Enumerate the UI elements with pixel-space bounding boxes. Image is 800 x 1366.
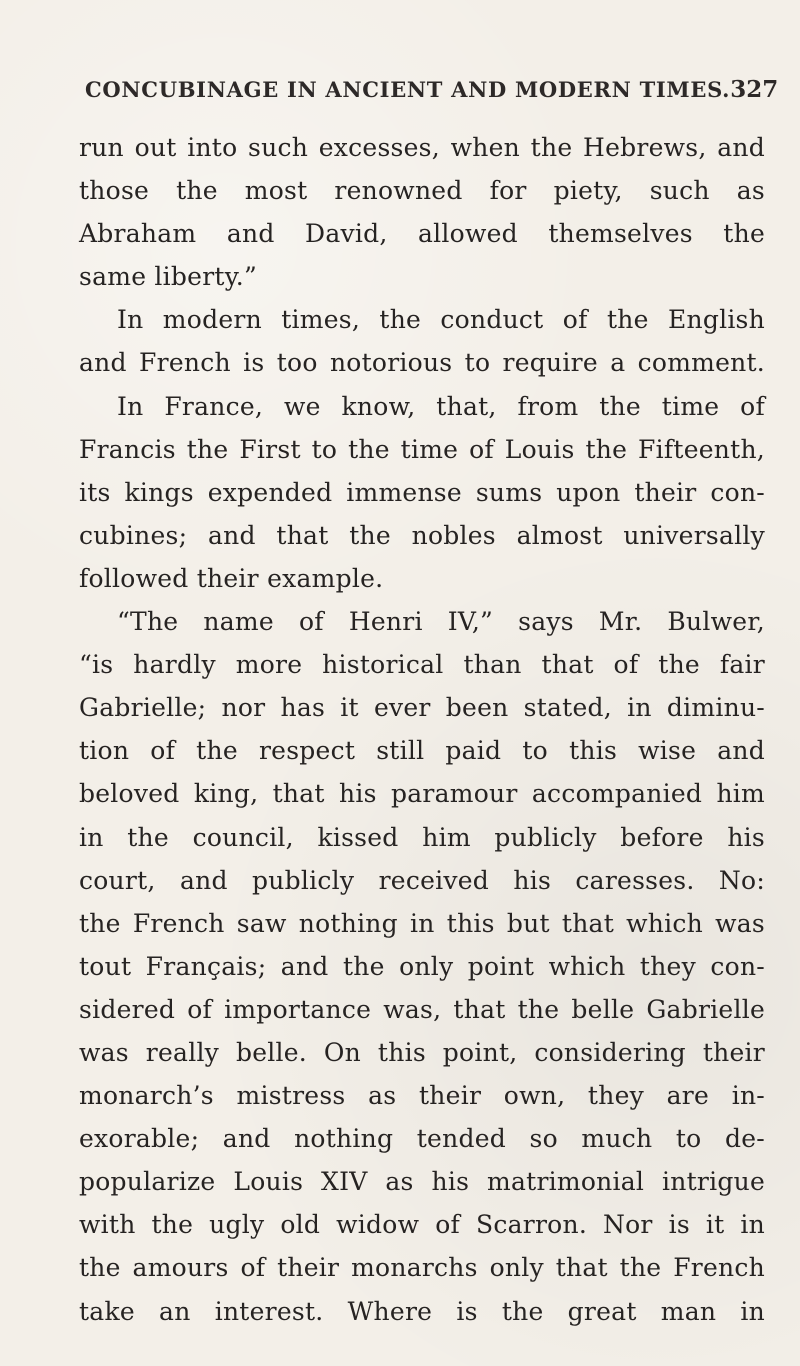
running-title: CONCUBINAGE IN ANCIENT AND MODERN TIMES. [85,77,731,102]
text-line: “The name of Henri IV,” says Mr. Bulwer, [117,607,765,637]
text-line: with the ugly old widow of Scarron. Nor is it in [79,1210,765,1240]
page-number: 327 [730,76,779,103]
text-line: tout Français; and the only point which they con- [79,951,765,981]
text-line: popularize Louis XIV as his matrimonial intrigue [79,1167,765,1197]
page-body-text [79,126,765,1333]
text-line: those the most renowned for piety, such as [79,176,765,206]
text-line: the amours of their monarchs only that the French [79,1253,765,1283]
text-line: Gabrielle; nor has it ever been stated, in diminu- [79,693,765,723]
text-line: cubines; and that the nobles almost universally [79,520,765,550]
text-line: take an interest. Where is the great man in [79,1296,765,1326]
text-line: monarch’s mistress as their own, they are in- [79,1081,765,1111]
text-line: court, and publicly received his caresses. No: [79,865,765,895]
text-line: was really belle. On this point, considering their [79,1037,765,1067]
text-line: Abraham and David, allowed themselves the [79,219,765,249]
running-head [85,76,779,114]
text-line: exorable; and nothing tended so much to de- [79,1124,765,1154]
text-line: sidered of importance was, that the belle Gabrielle [79,994,765,1024]
text-line: and French is too notorious to require a comment. [79,348,765,378]
text-line: followed their example. [79,563,384,593]
text-line: In France, we know, that, from the time of [117,391,765,421]
text-line: the French saw nothing in this but that which was [79,908,765,938]
text-line: beloved king, that his paramour accompanied him [79,779,765,809]
text-line: In modern times, the conduct of the English [117,305,765,335]
text-line: Francis the First to the time of Louis the Fifteenth, [79,434,765,464]
text-line: same liberty.” [79,262,257,292]
text-line: tion of the respect still paid to this wise and [79,736,765,766]
text-line: in the council, kissed him publicly before his [79,822,765,852]
text-line: “is hardly more historical than that of the fair [79,650,765,680]
text-line: run out into such excesses, when the Hebrews, and [79,133,765,162]
text-line: its kings expended immense sums upon their con- [79,477,765,507]
